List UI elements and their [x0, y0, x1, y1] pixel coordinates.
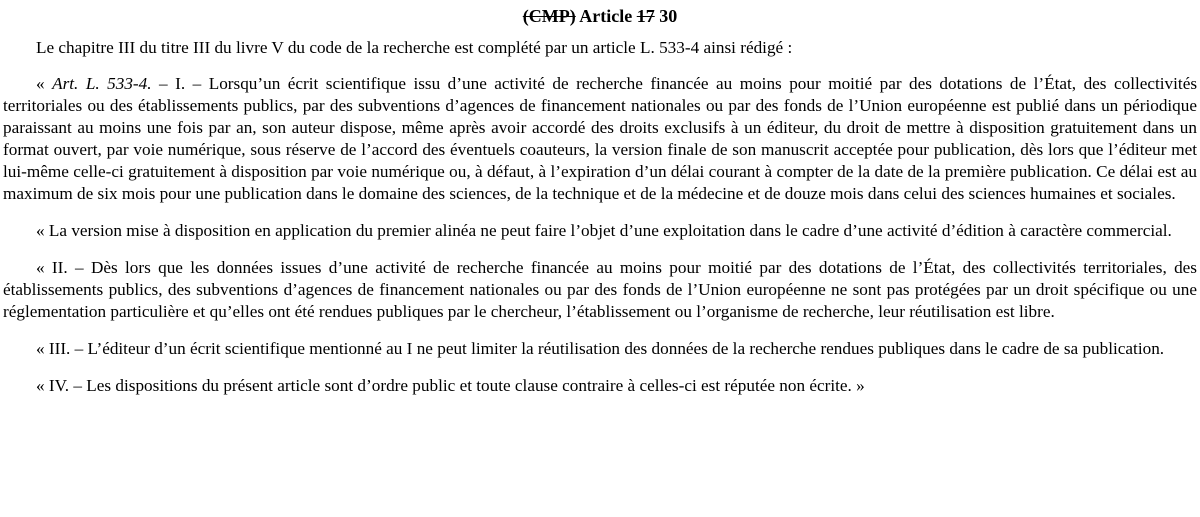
paragraph-section-ii: « II. – Dès lors que les données issues d’une activité de recherche financée au moins pour moitié par des dotations de l’État, des collectivités territoriales, des établissements publics, des subventions d’agences de financement nationales ou par des fonds de l’Union européenne ne sont pas protégées par un droit spécifique ou une réglementation particulière et qu’elles ont été rendues publiques par le chercheur, l’établissement ou l’organisme de recherche, leur réutilisation est libre. [3, 258, 1197, 321]
paragraph-section-iv: « IV. – Les dispositions du présent article sont d’ordre public et toute clause contraire à celles-ci est réputée non écrite. » [36, 376, 865, 395]
struck-prefix: (CMP) [522, 6, 576, 26]
paragraph-i-body: – I. – Lorsqu’un écrit scientifique issu d’une activité de recherche financée au moins pour moitié par des dotations de l’État, des collectivités territoriales ou des établissements publics, par des subventions d’agences de financement nationales ou par des fonds de l’Union européenne est publié dans un périodique paraissant au moins une fois par an, son auteur dispose, même après avoir accordé des droits exclusifs à un éditeur, du droit de mettre à disposition gratuitement dans un format ouvert, par voie numérique, sous réserve de l’accord des éventuels coauteurs, la version finale de son manuscrit acceptée pour publication, dès lors que l’éditeur met lui-même celle-ci gratuitement à disposition par voie numérique ou, à défaut, à l’expiration d’un délai courant à compter de la date de la première publication. Ce délai est au maximum de six mois pour une publication dans le domaine des sciences, de la technique et de la médecine et de douze mois dans celui des sciences humaines et sociales. [3, 74, 1198, 203]
paragraph-section-iii: « III. – L’éditeur d’un écrit scientifique mentionné au I ne peut limiter la réutilisation des données de la recherche rendues publiques dans le cadre de sa publication. [36, 339, 1165, 358]
document-page [0, 5, 1200, 517]
paragraph-version: « La version mise à disposition en application du premier alinéa ne peut faire l’objet d’une exploitation dans le cadre d’une activité d’édition à caractère commercial. [36, 221, 1172, 240]
paragraph-article-533-4-i [3, 73, 1197, 205]
article-number: 30 [659, 6, 678, 26]
article-heading [3, 5, 1197, 27]
struck-article-number: 17 [636, 6, 655, 26]
paragraph-intro: Le chapitre III du titre III du livre V du code de la recherche est complété par un article L. 533-4 ainsi rédigé : [36, 38, 793, 57]
article-reference: Art. L. 533-4. [52, 74, 152, 93]
article-label: Article [579, 6, 633, 26]
quote-open: « [36, 74, 53, 93]
